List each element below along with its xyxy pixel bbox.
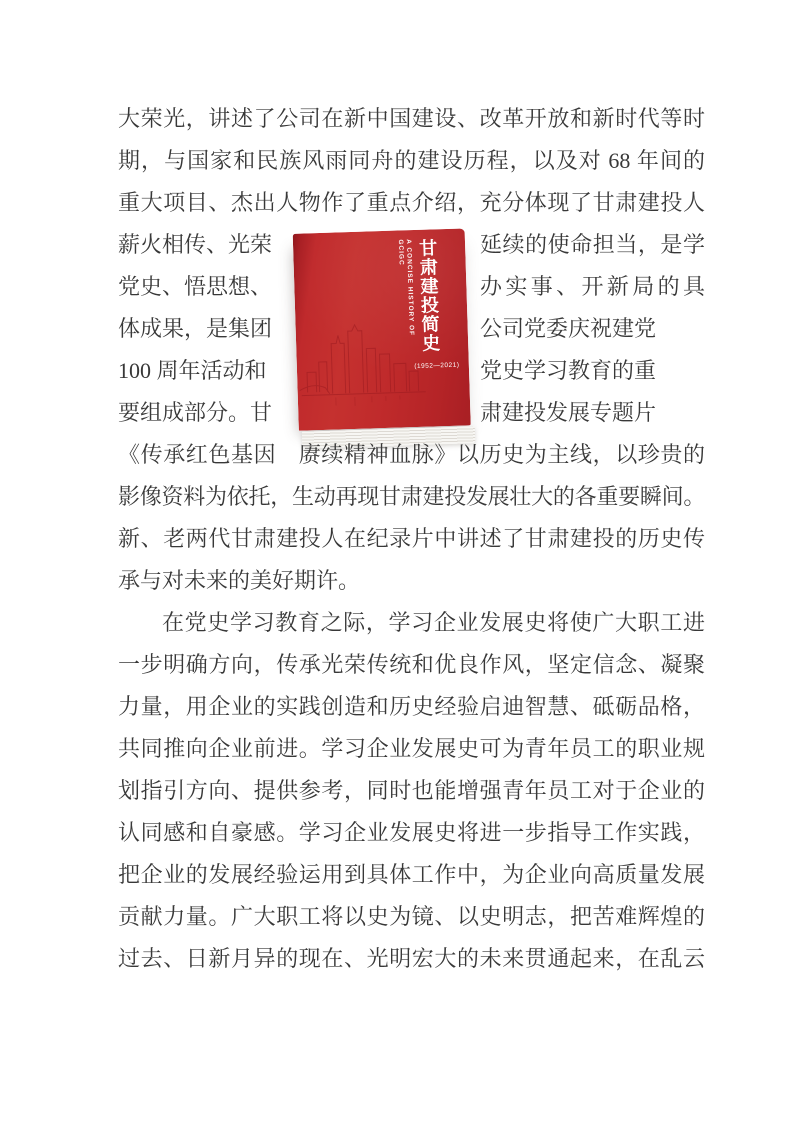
text-line: 大荣光，讲述了公司在新中国建设、改革开放和新时代等时	[118, 106, 705, 131]
image-spacer	[272, 266, 480, 308]
left-fragment: 要组成部分。甘	[118, 400, 273, 425]
text-line: 认同感和自豪感。学习企业发展史将进一步指导工作实践，	[118, 820, 705, 845]
right-fragment: 党史学习教育的重	[480, 358, 657, 383]
text-line: 期，与国家和民族风雨同舟的建设历程，以及对 68 年间的	[118, 148, 705, 173]
text-line: 力量，用企业的实践创造和历史经验启迪智慧、砥砺品格，	[118, 694, 705, 719]
text-line: 新、老两代甘肃建投人在纪录片中讲述了甘肃建投的历史传	[118, 526, 705, 551]
text-line: 贡献力量。广大职工将以史为镜、以史明志，把苦难辉煌的	[118, 904, 705, 929]
right-fragment: 肃建投发展专题片	[480, 400, 657, 425]
text-line: 过去、日新月异的现在、光明宏大的未来贯通起来，在乱云	[118, 946, 705, 971]
body-text	[118, 98, 705, 980]
text-line: 影像资料为依托，生动再现甘肃建投发展壮大的各重要瞬间。	[118, 484, 705, 509]
right-fragment: 办实事、开新局的具	[480, 274, 705, 299]
text-line: 重大项目、杰出人物作了重点介绍，充分体现了甘肃建投人	[118, 190, 705, 215]
text-line: 共同推向企业前进。学习企业发展史可为青年员工的职业规	[118, 736, 705, 761]
book-title-chinese: 甘肃建投简史	[416, 238, 441, 353]
wrap-row	[118, 308, 705, 350]
text-line: 承与对未来的美好期许。	[118, 568, 361, 593]
left-fragment: 党史、悟思想、	[118, 274, 273, 299]
image-spacer	[272, 392, 480, 434]
right-fragment: 公司党委庆祝建党	[480, 316, 657, 341]
image-spacer	[272, 308, 480, 350]
book-title-english: A CONCISE HISTORY OF GCIGC	[396, 239, 415, 337]
wrap-row	[118, 350, 705, 392]
wrap-row	[118, 266, 705, 308]
text-line: 划指引方向、提供参考，同时也能增强青年员工对于企业的	[118, 778, 705, 803]
wrap-row	[118, 224, 705, 266]
left-fragment: 薪火相传、光荣	[118, 232, 273, 257]
wrap-row	[118, 392, 705, 434]
left-fragment: 体成果，是集团	[118, 316, 273, 341]
text-line: 一步明确方向，传承光荣传统和优良作风，坚定信念、凝聚	[118, 652, 705, 677]
image-spacer	[272, 224, 480, 266]
text-line: 《传承红色基因 赓续精神血脉》以历史为主线，以珍贵的	[118, 442, 705, 467]
book-years: (1952—2021)	[414, 361, 460, 371]
left-fragment: 100 周年活动和	[118, 358, 267, 383]
image-spacer	[272, 350, 480, 392]
right-fragment: 延续的使命担当，是学	[480, 232, 705, 257]
text-line: 在党史学习教育之际，学习企业发展史将使广大职工进	[162, 610, 705, 635]
text-line: 把企业的发展经验运用到具体工作中，为企业向高质量发展	[118, 862, 705, 887]
